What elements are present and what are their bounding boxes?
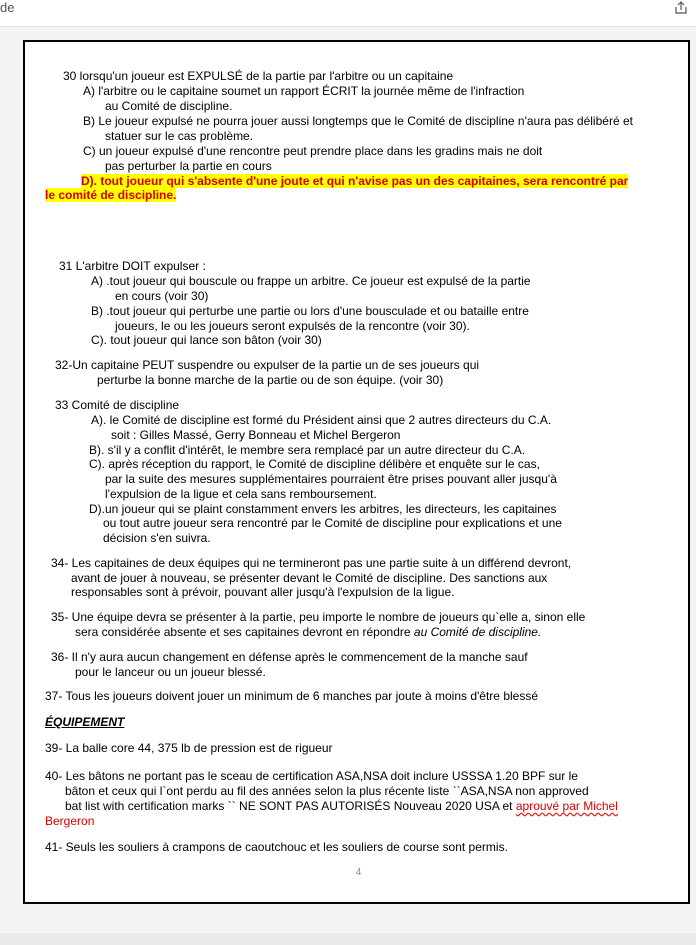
rule-32-line-1: 32-Un capitaine PEUT suspendre ou expulser de la partie un de ses joueurs qui <box>55 358 480 372</box>
rule-33-item-c: C). après réception du rapport, le Comité de discipline délibère et enquête sur le cas, <box>89 457 540 471</box>
rule-30-item-b-cont: statuer sur le cas problème. <box>105 129 254 143</box>
rule-34-line-3: responsables sont à prévoir, pouvant aller jusqu'à l'expulsion de la ligue. <box>71 585 455 599</box>
rule-30-item-d <box>81 174 628 188</box>
rule-30-item-d-cont <box>45 188 176 202</box>
rule-35-line-2 <box>75 625 541 639</box>
rule-37-line-1: 37- Tous les joueurs doivent jouer un minimum de 6 manches par joute à moins d'être blessé <box>45 689 539 703</box>
highlighted-text: D). tout joueur qui s'absente d'une joute et qui n'avise pas un des capitaines, sera rencontré par <box>81 174 629 188</box>
rule-40-line-4: Bergeron <box>45 814 95 828</box>
rule-33-item-b: B). s'il y a conflit d'intérêt, le membre sera remplacé par un autre directeur du C.A. <box>89 443 526 457</box>
rule-36-line-1: 36- Il n'y aura aucun changement en défense après le commencement de la manche sauf <box>51 650 528 664</box>
rule-32-line-2: perturbe la bonne marche de la partie ou de son équipe. (voir 30) <box>97 373 444 387</box>
rule-34-line-1: 34- Les capitaines de deux équipes qui ne termineront pas une partie suite à un différend devront, <box>51 556 572 570</box>
status-bar <box>0 933 696 945</box>
rule-30-item-c-cont: pas perturber la partie en cours <box>105 159 272 173</box>
rule-40-line-1: 40- Les bâtons ne portant pas le sceau de certification ASA,NSA doit inclure USSSA 1.20 BPF sur le <box>45 769 578 783</box>
rule-33-heading: 33 Comité de discipline <box>55 398 180 412</box>
highlighted-text: le comité de discipline. <box>45 188 177 202</box>
app-top-bar <box>0 0 696 27</box>
rule-36-line-2: pour le lanceur ou un joueur blessé. <box>75 665 266 679</box>
document-page <box>23 40 690 904</box>
rule-31-item-b-cont: joueurs, le ou les joueurs seront expulsés de la rencontre (voir 30). <box>115 319 470 333</box>
share-icon[interactable] <box>672 1 690 19</box>
rule-33-item-d-cont-2: décision s'en suivra. <box>103 531 211 545</box>
rule-31-heading: 31 L'arbitre DOIT expulser : <box>59 259 206 273</box>
rule-31-item-c: C). tout joueur qui lance son bâton (voir 30) <box>91 333 322 347</box>
rule-30-item-a-cont: au Comité de discipline. <box>105 99 233 113</box>
rule-33-item-d-cont-1: ou tout autre joueur sera rencontré par le Comité de discipline pour explications et une <box>103 516 562 530</box>
document-title: de <box>0 0 15 15</box>
rule-40-line-3 <box>65 799 618 813</box>
rule-30-item-a: A) l'arbitre ou le capitaine soumet un rapport ÉCRIT la journée même de l'infraction <box>83 84 525 98</box>
rule-40-line-2: bâton et ceux qui l`ont perdu au fil des années selon la plus récente liste ``ASA,NSA non approved <box>65 784 589 798</box>
rule-40-red-text: aprouvé par Michel <box>515 799 618 813</box>
rule-33-item-d: D).un joueur qui se plaint constamment envers les arbitres, les directeurs, les capitaines <box>89 502 557 516</box>
rule-33-item-c-cont-1: par la suite des mesures supplémentaires pourraient être prises pouvant aller jusqu'à <box>105 472 557 486</box>
rule-33-item-a: A). le Comité de discipline est formé du Président ainsi que 2 autres directeurs du C.A. <box>91 413 552 427</box>
rule-31-item-a: A) .tout joueur qui bouscule ou frappe un arbitre. Ce joueur est expulsé de la partie <box>91 274 531 288</box>
rule-34-line-2: avant de jouer à nouveau, se présenter devant le Comité de discipline. Des sanctions aux <box>71 571 548 585</box>
rule-31-item-a-cont: en cours (voir 30) <box>115 289 209 303</box>
rule-35-line-1: 35- Une équipe devra se présenter à la partie, peu importe le nombre de joueurs qu`elle a, sinon elle <box>51 610 586 624</box>
rule-33-item-c-cont-2: l'expulsion de la ligue et cela sans remboursement. <box>105 487 377 501</box>
rule-39-line-1: 39- La balle core 44, 375 lb de pression est de rigueur <box>45 741 333 755</box>
rule-40-text: bat list with certification marks `` NE SONT PAS AUTORISÉS Nouveau 2020 USA et <box>65 799 516 813</box>
rule-30-item-c: C) un joueur expulsé d'une rencontre peut prendre place dans les gradins mais ne doit <box>83 144 543 158</box>
page-number: 4 <box>355 867 362 878</box>
section-heading-equipment: ÉQUIPEMENT <box>45 715 125 729</box>
rule-35-text: sera considérée absente et ses capitaines devront en répondre <box>75 625 414 639</box>
rule-30-heading: 30 lorsqu'un joueur est EXPULSÉ de la partie par l'arbitre ou un capitaine <box>63 69 454 83</box>
rule-31-item-b: B) .tout joueur qui perturbe une partie ou lors d'une bousculade et ou bataille entre <box>91 304 529 318</box>
rule-33-item-a-cont: soit : Gilles Massé, Gerry Bonneau et Michel Bergeron <box>111 428 401 442</box>
rule-41-line-1: 41- Seuls les souliers à crampons de caoutchouc et les souliers de course sont permis. <box>45 840 508 854</box>
rule-30-item-b: B) Le joueur expulsé ne pourra jouer aussi longtemps que le Comité de discipline n'aura pas délibéré et <box>83 114 633 128</box>
rule-35-italic-text: au Comité de discipline. <box>413 625 542 639</box>
